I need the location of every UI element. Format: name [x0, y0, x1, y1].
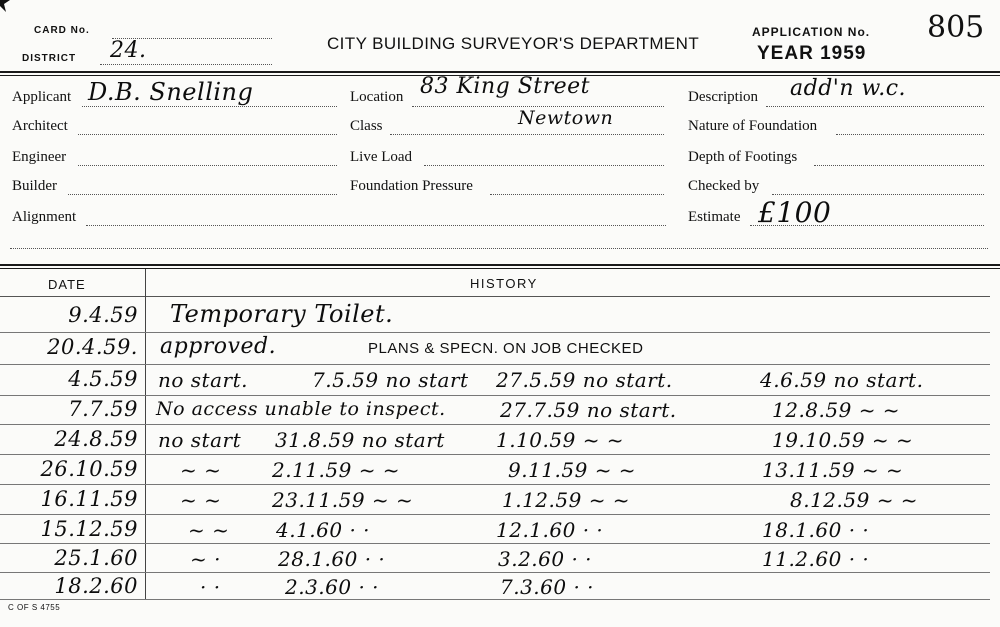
depth-of-footings-line: [814, 165, 984, 166]
history-entry: 9.11.59 ~ ~: [508, 458, 637, 482]
date-column-header: DATE: [48, 277, 86, 292]
header-rule-top: [0, 71, 1000, 73]
history-date: 15.12.59: [40, 517, 138, 541]
history-entry: 12.1.60 · ·: [496, 518, 604, 542]
history-header-rule: [0, 296, 990, 297]
history-entry: no start: [158, 428, 242, 452]
history-entry: 7.3.60 · ·: [500, 575, 595, 599]
history-row-line: [0, 514, 990, 515]
location-value-2: Newtown: [518, 107, 614, 129]
history-entry: ~ ~: [180, 458, 222, 482]
history-entry: · ·: [200, 575, 221, 599]
history-date: 24.8.59: [54, 427, 138, 451]
builder-label: Builder: [12, 178, 57, 194]
history-entry: 3.2.60 · ·: [498, 547, 593, 571]
history-entry: 11.2.60 · ·: [762, 547, 870, 571]
history-row-line: [0, 424, 990, 425]
nature-of-foundation-line: [836, 134, 984, 135]
history-row: [0, 334, 1000, 366]
history-entry: 13.11.59 ~ ~: [762, 458, 904, 482]
description-line: [766, 106, 984, 107]
history-row-line: [0, 395, 990, 396]
checked-by-label: Checked by: [688, 178, 760, 194]
engineer-line: [78, 165, 337, 166]
estimate-label: Estimate: [688, 209, 741, 225]
history-row-line: [0, 332, 990, 333]
history-entry: 27.5.59 no start.: [496, 368, 673, 392]
history-rule-top: [0, 264, 1000, 266]
history-entry: No access unable to inspect.: [156, 398, 446, 420]
history-date: 18.2.60: [54, 574, 138, 598]
history-date: 4.5.59: [68, 367, 138, 391]
estimate-value: £100: [758, 196, 832, 229]
location-label: Location: [350, 89, 404, 105]
history-entry: ~ ~: [188, 518, 230, 542]
history-date: 25.1.60: [54, 546, 138, 570]
history-row-line: [0, 572, 990, 573]
class-line: [390, 134, 664, 135]
corner-mark-icon: [0, 0, 14, 14]
architect-line: [78, 134, 337, 135]
history-row-line: [0, 599, 990, 600]
card-no-label: CARD No.: [34, 25, 90, 36]
history-entry: 28.1.60 · ·: [278, 547, 386, 571]
history-row-line: [0, 543, 990, 544]
history-entry: ~ ·: [190, 547, 221, 571]
history-column-header: HISTORY: [470, 276, 538, 291]
year-label: YEAR 1959: [757, 43, 867, 64]
history-entry: ~ ~: [180, 488, 222, 512]
history-row: [0, 300, 1000, 334]
history-entry: 23.11.59 ~ ~: [272, 488, 414, 512]
engineer-label: Engineer: [12, 149, 67, 165]
builder-line: [68, 194, 337, 195]
history-entry: 1.10.59 ~ ~: [496, 428, 625, 452]
application-no-value: 805: [927, 10, 985, 45]
district-line: [100, 64, 272, 65]
alignment-label: Alignment: [12, 209, 77, 225]
class-label: Class: [350, 118, 383, 134]
depth-of-footings-label: Depth of Footings: [688, 149, 798, 165]
foundation-pressure-label: Foundation Pressure: [350, 178, 473, 194]
history-row-line: [0, 484, 990, 485]
history-row-line: [0, 454, 990, 455]
history-entry: 4.1.60 · ·: [276, 518, 371, 542]
applicant-value: D.B. Snelling: [88, 78, 254, 106]
form-code: C OF S 4755: [8, 603, 61, 612]
architect-label: Architect: [12, 118, 68, 134]
description-label: Description: [688, 89, 758, 105]
history-date: 26.10.59: [40, 457, 138, 481]
history-entry: 12.8.59 ~ ~: [772, 398, 901, 422]
fields-bottom-line: [10, 248, 988, 249]
history-date: 7.7.59: [68, 397, 138, 421]
history-entry: approved.: [160, 334, 277, 359]
history-date: 20.4.59.: [47, 335, 138, 359]
history-entry: 27.7.59 no start.: [500, 398, 677, 422]
applicant-label: Applicant: [12, 89, 72, 105]
plans-checked-stamp: PLANS & SPECN. ON JOB CHECKED: [368, 340, 644, 357]
description-value: add'n w.c.: [790, 76, 907, 101]
history-entry: 1.12.59 ~ ~: [502, 488, 631, 512]
applicant-line: [82, 106, 337, 107]
history-entry: 19.10.59 ~ ~: [772, 428, 914, 452]
history-row-line: [0, 364, 990, 365]
history-rule-second: [0, 268, 1000, 269]
live-load-line: [424, 165, 664, 166]
application-no-label: APPLICATION No.: [752, 25, 871, 39]
foundation-pressure-line: [490, 194, 664, 195]
history-entry: 8.12.59 ~ ~: [790, 488, 919, 512]
department-title: CITY BUILDING SURVEYOR'S DEPARTMENT: [327, 34, 700, 53]
history-entry: 7.5.59 no start: [312, 368, 469, 392]
history-date: 9.4.59: [68, 303, 138, 327]
history-date: 16.11.59: [40, 487, 138, 511]
history-entry: 2.11.59 ~ ~: [272, 458, 401, 482]
checked-by-line: [772, 194, 984, 195]
nature-of-foundation-label: Nature of Foundation: [688, 118, 818, 134]
history-row: [0, 576, 1000, 605]
location-value: 83 King Street: [420, 74, 591, 99]
alignment-line: [86, 225, 666, 226]
history-entry: Temporary Toilet.: [170, 300, 394, 328]
history-entry: 2.3.60 · ·: [285, 575, 380, 599]
history-row: [0, 369, 1000, 398]
district-value: 24.: [110, 38, 147, 63]
history-entry: 18.1.60 · ·: [762, 518, 870, 542]
live-load-label: Live Load: [350, 149, 413, 165]
history-entry: 4.6.59 no start.: [760, 368, 924, 392]
history-entry: 31.8.59 no start: [275, 428, 445, 452]
history-entry: no start.: [158, 368, 248, 392]
district-label: DISTRICT: [22, 53, 77, 64]
